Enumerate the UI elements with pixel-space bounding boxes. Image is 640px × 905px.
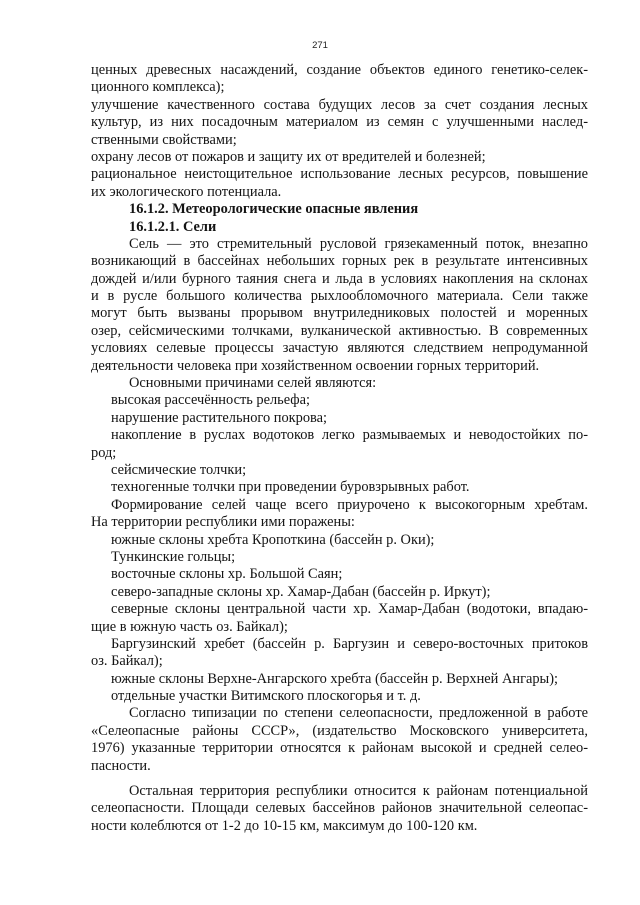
text-line: дождей и/или бурного таяния снега и льда в условиях накопления на склонах bbox=[91, 270, 588, 287]
text-line: Согласно типизации по степени селеопасности, предложенной в работе bbox=[129, 705, 588, 722]
page-number: 271 bbox=[312, 40, 328, 51]
text-line: ственными свойствами; bbox=[91, 131, 237, 148]
text-line: восточные склоны хр. Большой Саян; bbox=[111, 566, 343, 583]
text-line: нарушение растительного покрова; bbox=[111, 409, 328, 426]
text-line: улучшение качественного состава будущих лесов за счет создания лесных bbox=[91, 96, 588, 113]
text-line: На территории республики ими поражены: bbox=[91, 514, 355, 531]
text-line: Формирование селей чаще всего приурочено к высокогорным хребтам. bbox=[111, 496, 588, 513]
text-line: культур, из них посадочным материалом из семян с улучшенными наслед- bbox=[91, 114, 588, 131]
text-line: ценных древесных насаждений, создание объектов единого генетико-селек- bbox=[91, 62, 588, 78]
text-line: накопление в руслах водотоков легко размываемых и неводостойких по- bbox=[111, 427, 588, 444]
text-line: могут быть вызваны прорывом внутриледниковых полостей и моренных bbox=[91, 305, 588, 322]
text-line: северо-западные склоны хр. Хамар-Дабан (бассейн р. Иркут); bbox=[111, 583, 491, 600]
section-heading: 16.1.2. Метеорологические опасные явления bbox=[129, 201, 419, 218]
text-line: их экологического потенциала. bbox=[91, 183, 282, 200]
text-line: «Селеопасные районы СССР», (издательство Московского университета, bbox=[91, 722, 588, 739]
text-line: щие в южную часть оз. Байкал); bbox=[91, 618, 288, 635]
text-line: род; bbox=[91, 444, 117, 461]
text-line: селеопасности. Площади селевых бассейнов районов значительной селеопас- bbox=[91, 800, 588, 817]
text-line: высокая рассечённость рельефа; bbox=[111, 392, 311, 409]
text-line: ности колеблются от 1-2 до 10-15 км, максимум до 100-120 км. bbox=[91, 817, 478, 834]
text-line: техногенные толчки при проведении буровзрывных работ. bbox=[111, 479, 470, 496]
text-line: озер, сейсмическими толчками, вулканической активностью. В современных bbox=[91, 322, 588, 339]
section-heading: 16.1.2.1. Сели bbox=[129, 218, 217, 235]
text-line: Остальная территория республики относится к районам потенциальной bbox=[129, 783, 588, 800]
text-line: охрану лесов от пожаров и защиту их от вредителей и болезней; bbox=[91, 148, 486, 165]
text-line: условиях селевые процессы зачастую являются следствием непродуманной bbox=[91, 340, 588, 357]
text-line: ционного комплекса); bbox=[91, 79, 225, 96]
text-line: Баргузинский хребет (бассейн р. Баргузин и северо-восточных притоков bbox=[111, 635, 588, 652]
text-line: Основными причинами селей являются: bbox=[129, 375, 377, 392]
text-line: деятельности человека при хозяйственном освоении горных территорий. bbox=[91, 357, 540, 374]
text-line: южные склоны Верхне-Ангарского хребта (бассейн р. Верхней Ангары); bbox=[111, 670, 559, 687]
text-line: Тункинские гольцы; bbox=[111, 548, 236, 565]
text-line: пасности. bbox=[91, 757, 151, 774]
text-line: северные склоны центральной части хр. Хамар-Дабан (водотоки, впадаю- bbox=[111, 601, 588, 618]
text-line: возникающий в бассейнах небольших горных рек в результате интенсивных bbox=[91, 253, 588, 270]
text-line: оз. Байкал); bbox=[91, 653, 163, 670]
text-line: рациональное неистощительное использование лесных ресурсов, повышение bbox=[91, 166, 588, 183]
text-line: южные склоны хребта Кропоткина (бассейн р. Оки); bbox=[111, 531, 435, 548]
text-line: 1976) указанные территории относятся к районам высокой и средней селео- bbox=[91, 740, 588, 757]
text-line: отдельные участки Витимского плоскогорья и т. д. bbox=[111, 688, 421, 705]
text-line: Сель — это стремительный русловой грязекаменный поток, внезапно bbox=[129, 235, 588, 252]
text-line: сейсмические толчки; bbox=[111, 461, 247, 478]
paragraph-gap bbox=[91, 775, 588, 783]
text-line: и в русле большого количества рыхлообломочного материала. Сели также bbox=[91, 288, 588, 305]
body-text bbox=[91, 62, 588, 835]
